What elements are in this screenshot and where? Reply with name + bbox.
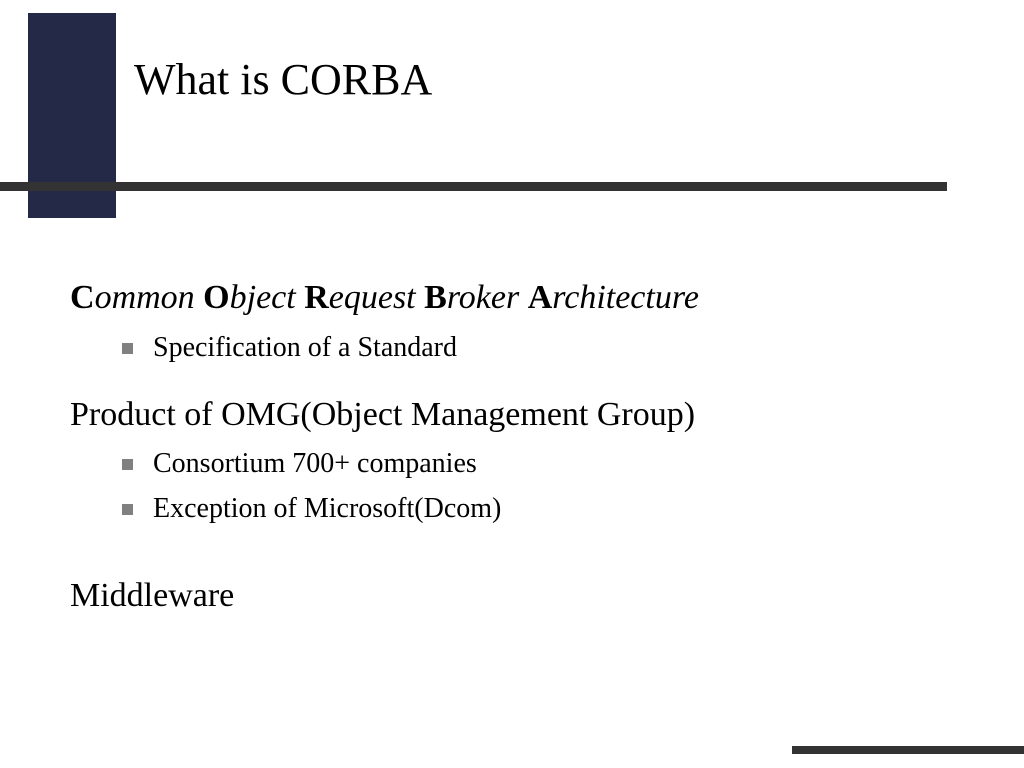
acronym-word-rest: ommon <box>94 279 204 316</box>
acronym-word-rest: roker <box>446 279 528 316</box>
square-bullet-icon <box>122 504 133 515</box>
acronym-letter: O <box>203 279 230 316</box>
square-bullet-icon <box>122 343 133 354</box>
acronym-word-rest: bject <box>229 279 305 316</box>
slide-title: What is CORBA <box>134 55 433 104</box>
sub-bullet <box>122 332 457 364</box>
acronym-letter: C <box>70 279 95 316</box>
bullet-point: Middleware <box>70 577 235 614</box>
acronym-letter: R <box>304 279 329 316</box>
acronym-letter: A <box>527 279 553 316</box>
bullet-point: Product of OMG(Object Management Group) <box>70 396 696 433</box>
acronym-letter: B <box>424 279 447 316</box>
title-divider <box>0 182 947 191</box>
sub-bullet <box>122 448 477 480</box>
sub-bullet-text: Exception of Microsoft(Dcom) <box>153 493 502 524</box>
sub-bullet-text: Consortium 700+ companies <box>153 448 477 479</box>
footer-divider <box>792 746 1024 754</box>
acronym-word-rest: equest <box>328 279 425 316</box>
square-bullet-icon <box>122 459 133 470</box>
sub-bullet <box>122 493 501 525</box>
acronym-heading <box>70 278 699 318</box>
sub-bullet-text: Specification of a Standard <box>153 332 458 363</box>
acronym-word-rest: rchitecture <box>552 279 699 316</box>
